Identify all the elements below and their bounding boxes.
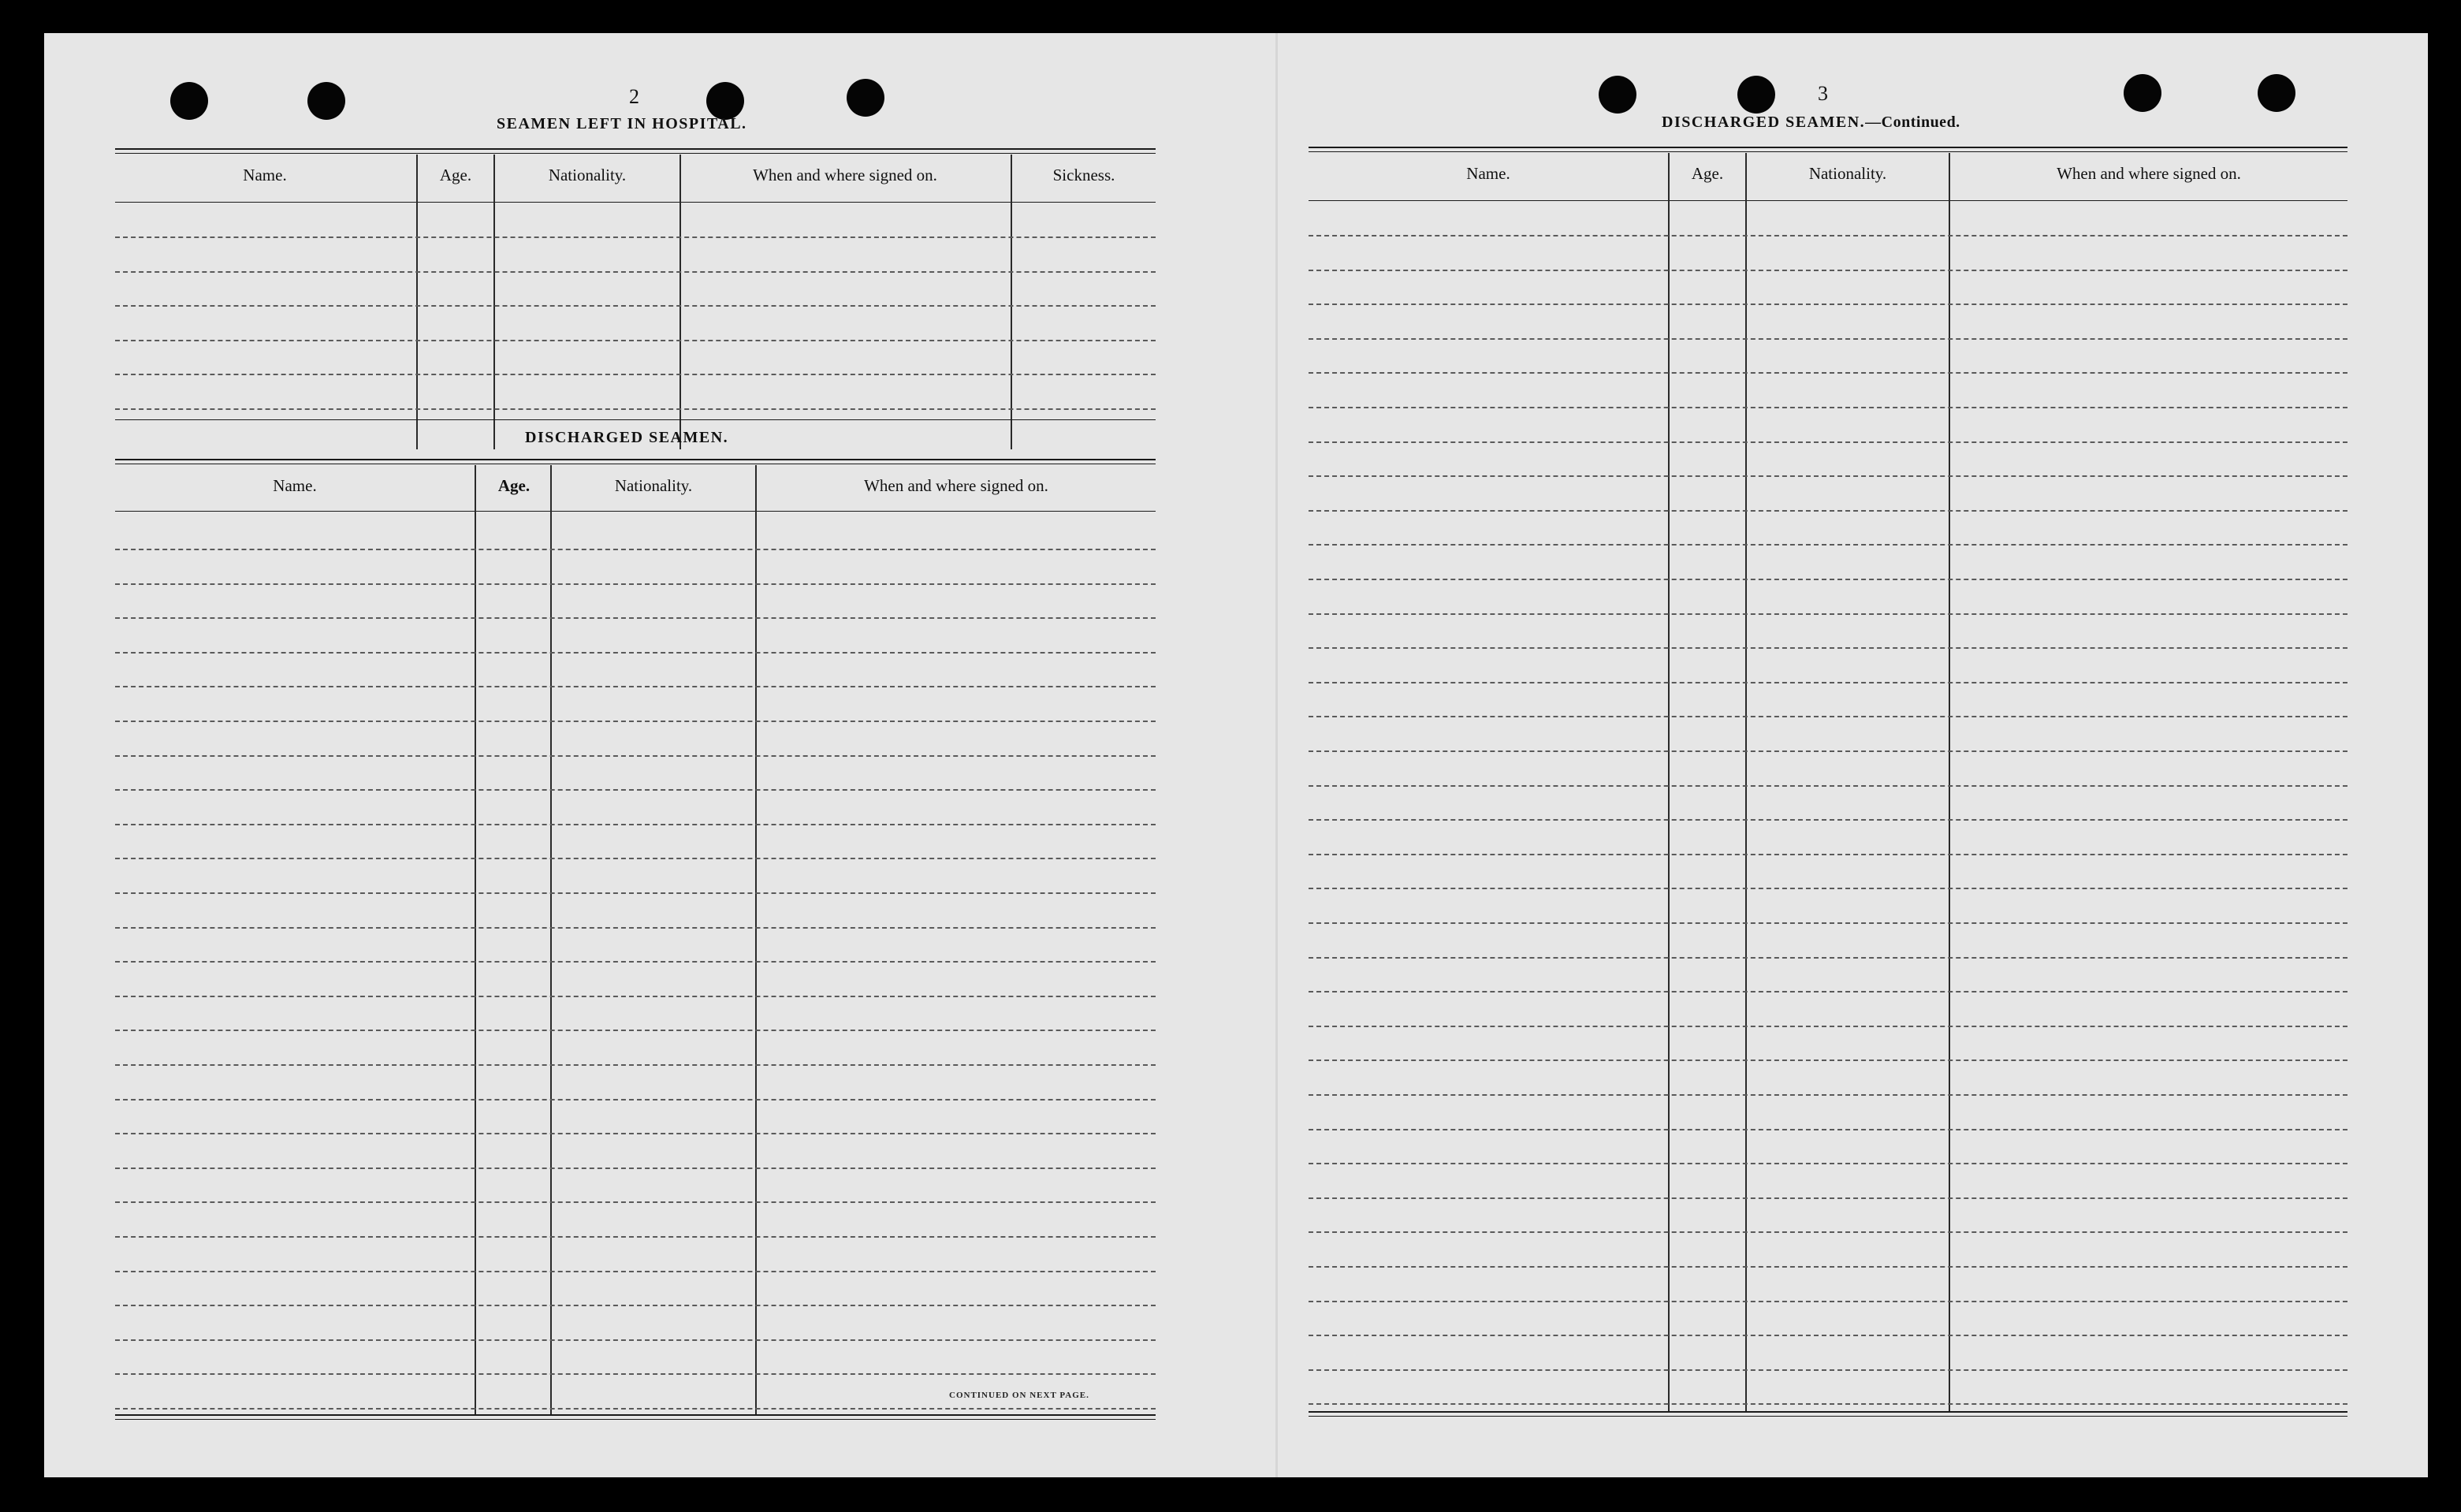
form-row-line [115, 858, 1156, 859]
continued-note: CONTINUED ON NEXT PAGE. [949, 1391, 1089, 1400]
right-section-title-suffix: —Continued. [1865, 114, 1960, 131]
form-row-line [115, 374, 1156, 375]
form-row-line [1309, 1060, 2347, 1061]
form-row-line [115, 340, 1156, 341]
right-top-rule [1309, 147, 2347, 148]
punch-hole [307, 82, 345, 120]
form-row-line [1309, 1335, 2347, 1336]
right-col-nationality: Nationality. [1808, 164, 1887, 183]
right-top-rule-2 [1309, 151, 2347, 152]
form-row-line [1309, 1403, 2347, 1405]
form-row-line [115, 789, 1156, 791]
discharged-col-nationality: Nationality. [614, 476, 693, 495]
form-row-line [1309, 510, 2347, 512]
right-page-number: 3 [1818, 82, 1828, 105]
form-row-line [1309, 544, 2347, 546]
form-row-line [115, 1133, 1156, 1134]
form-row-line [1309, 579, 2347, 580]
form-row-line [1309, 1231, 2347, 1233]
hospital-section-title: SEAMEN LEFT IN HOSPITAL. [497, 115, 747, 132]
hospital-col-divider [416, 155, 418, 449]
right-header-rule [1309, 200, 2347, 201]
form-row-line [115, 996, 1156, 997]
form-row-line [115, 583, 1156, 585]
punch-hole [1599, 76, 1636, 114]
form-row-line [1309, 372, 2347, 374]
hospital-col-name: Name. [243, 166, 287, 184]
punch-hole [2124, 74, 2161, 112]
left-page-number: 2 [629, 85, 639, 108]
form-row-line [1309, 235, 2347, 236]
right-col-divider [1949, 153, 1950, 1411]
form-row-line [115, 236, 1156, 238]
form-row-line [1309, 647, 2347, 649]
document-sheet [44, 33, 2428, 1477]
form-row-line [1309, 338, 2347, 340]
form-row-line [1309, 1026, 2347, 1027]
hospital-col-nationality: Nationality. [548, 166, 627, 184]
form-row-line [1309, 1301, 2347, 1302]
form-row-line [1309, 1094, 2347, 1096]
form-row-line [115, 1201, 1156, 1203]
form-row-line [115, 1339, 1156, 1341]
form-row-line [1309, 819, 2347, 821]
right-col-name: Name. [1466, 164, 1510, 183]
form-row-line [115, 1373, 1156, 1375]
form-row-line [115, 1271, 1156, 1272]
hospital-col-divider [493, 155, 495, 449]
form-row-line [1309, 991, 2347, 992]
form-row-line [115, 721, 1156, 722]
form-row-line [115, 824, 1156, 825]
form-row-line [115, 1168, 1156, 1169]
right-bottom-rule-2 [1309, 1416, 2347, 1417]
form-row-line [115, 1099, 1156, 1100]
hospital-col-divider [679, 155, 681, 449]
right-col-divider [1668, 153, 1670, 1411]
form-row-line [1309, 854, 2347, 855]
punch-hole [170, 82, 208, 120]
form-row-line [115, 1236, 1156, 1238]
form-row-line [1309, 888, 2347, 889]
hospital-top-rule-2 [115, 153, 1156, 154]
form-row-line [1309, 682, 2347, 683]
discharged-col-name: Name. [273, 476, 317, 495]
form-row-line [1309, 441, 2347, 443]
right-bottom-rule [1309, 1411, 2347, 1413]
form-row-line [115, 617, 1156, 619]
form-row-line [115, 1064, 1156, 1066]
hospital-header-rule [115, 202, 1156, 203]
form-row-line [1309, 1197, 2347, 1199]
page-fold [1275, 33, 1278, 1477]
hospital-col-divider [1011, 155, 1012, 449]
form-row-line [115, 1305, 1156, 1306]
form-row-line [115, 549, 1156, 550]
discharged-section-title: DISCHARGED SEAMEN. [525, 429, 729, 446]
punch-hole [2258, 74, 2295, 112]
form-row-line [115, 271, 1156, 273]
punch-hole [1737, 76, 1775, 114]
left-bottom-rule-2 [115, 1419, 1156, 1420]
right-col-age: Age. [1691, 164, 1724, 183]
hospital-col-sickness: Sickness. [1052, 166, 1115, 184]
form-row-line [115, 652, 1156, 654]
form-row-line [115, 1408, 1156, 1410]
form-row-line [1309, 1129, 2347, 1130]
discharged-top-rule [115, 459, 1156, 460]
form-row-line [1309, 270, 2347, 271]
hospital-top-rule [115, 148, 1156, 150]
punch-hole [847, 79, 884, 117]
form-row-line [1309, 613, 2347, 615]
form-row-line [115, 305, 1156, 307]
form-row-line [115, 1030, 1156, 1031]
hospital-col-signed-on: When and where signed on. [753, 166, 937, 184]
form-row-line [115, 408, 1156, 410]
hospital-col-age: Age. [439, 166, 472, 184]
form-row-line [115, 892, 1156, 894]
right-col-divider [1745, 153, 1747, 1411]
form-row-line [115, 755, 1156, 757]
form-row-line [115, 961, 1156, 963]
form-row-line [1309, 750, 2347, 752]
right-section-title [1662, 114, 1960, 132]
left-bottom-rule [115, 1414, 1156, 1416]
form-row-line [1309, 1369, 2347, 1371]
form-row-line [115, 927, 1156, 929]
form-row-line [1309, 716, 2347, 717]
form-row-line [1309, 1163, 2347, 1164]
form-row-line [1309, 957, 2347, 959]
form-row-line [1309, 1266, 2347, 1268]
form-row-line [1309, 785, 2347, 787]
form-row-line [1309, 407, 2347, 408]
discharged-col-age: Age. [497, 476, 531, 495]
right-col-signed-on: When and where signed on. [2057, 164, 2241, 183]
discharged-header-rule [115, 511, 1156, 512]
hospital-bottom-rule [115, 419, 1156, 420]
form-row-line [1309, 922, 2347, 924]
punch-hole [706, 82, 744, 120]
form-row-line [115, 686, 1156, 687]
form-row-line [1309, 304, 2347, 305]
form-row-line [1309, 475, 2347, 477]
right-section-title-main: DISCHARGED SEAMEN. [1662, 114, 1866, 131]
discharged-col-signed-on: When and where signed on. [864, 476, 1048, 495]
